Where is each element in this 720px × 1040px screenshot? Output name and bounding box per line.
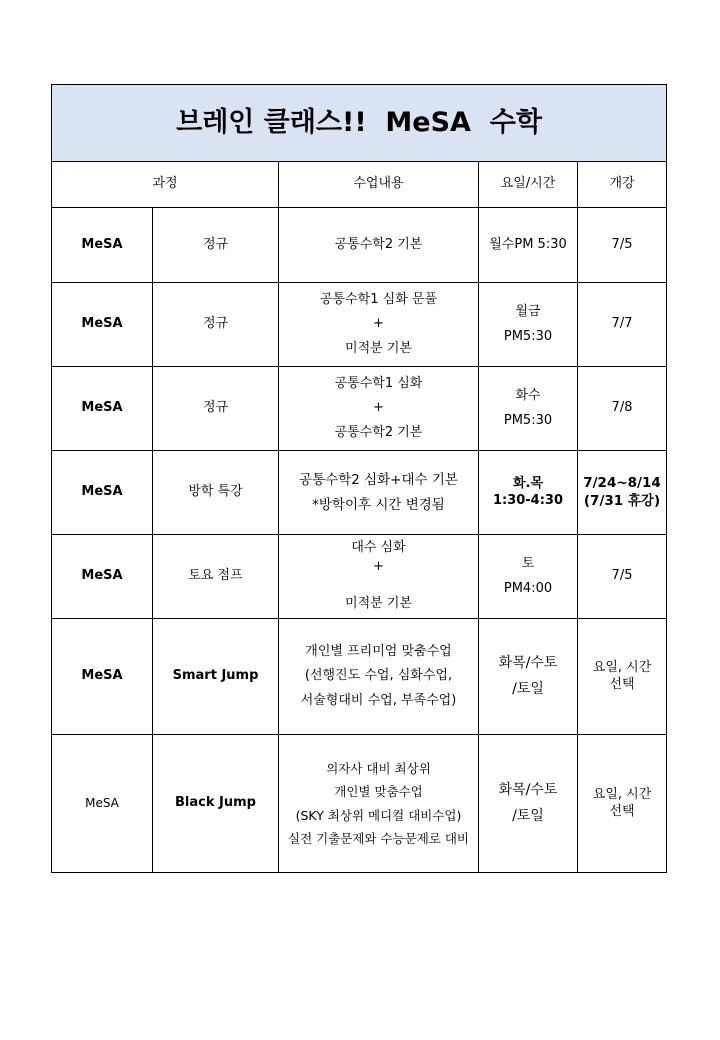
start-cell: 요일, 시간 선택 bbox=[578, 619, 667, 735]
course-cell: 방학 특강 bbox=[153, 451, 279, 535]
schedule-cell: 월수PM 5:30 bbox=[479, 208, 578, 283]
schedule-cell: 화.목 1:30-4:30 bbox=[479, 451, 578, 535]
brand-cell: MeSA bbox=[52, 283, 153, 367]
brand-cell: MeSA bbox=[52, 619, 153, 735]
brand-cell: MeSA bbox=[52, 367, 153, 451]
content-cell: 공통수학2 심화+대수 기본 *방학이후 시간 변경됨 bbox=[279, 451, 479, 535]
brand-cell: MeSA bbox=[52, 451, 153, 535]
table-row bbox=[52, 451, 667, 535]
start-cell: 요일, 시간 선택 bbox=[578, 735, 667, 873]
course-cell: 정규 bbox=[153, 367, 279, 451]
course-cell: 토요 점프 bbox=[153, 535, 279, 619]
brand-cell: MeSA bbox=[52, 208, 153, 283]
table-row bbox=[52, 367, 667, 451]
table-row bbox=[52, 735, 667, 873]
header-course: 과정 bbox=[52, 162, 279, 208]
schedule-cell: 화수 PM5:30 bbox=[479, 367, 578, 451]
schedule-cell: 화목/수토 /토일 bbox=[479, 619, 578, 735]
content-cell: 공통수학2 기본 bbox=[279, 208, 479, 283]
header-schedule: 요일/시간 bbox=[479, 162, 578, 208]
brand-cell: MeSA bbox=[52, 735, 153, 873]
schedule-cell: 화목/수토 /토일 bbox=[479, 735, 578, 873]
table-row bbox=[52, 283, 667, 367]
content-cell: 개인별 프리미엄 맞춤수업 (선행진도 수업, 심화수업, 서술형대비 수업, 부족수업) bbox=[279, 619, 479, 735]
content-cell: 대수 심화 + 미적분 기본 bbox=[279, 535, 479, 619]
table-row bbox=[52, 208, 667, 283]
page-title: 브레인 클래스!! MeSA 수학 bbox=[52, 85, 667, 162]
start-cell: 7/5 bbox=[578, 208, 667, 283]
content-cell: 공통수학1 심화 + 공통수학2 기본 bbox=[279, 367, 479, 451]
start-cell: 7/7 bbox=[578, 283, 667, 367]
course-cell: Smart Jump bbox=[153, 619, 279, 735]
schedule-cell: 토 PM4:00 bbox=[479, 535, 578, 619]
header-content: 수업내용 bbox=[279, 162, 479, 208]
start-cell: 7/24~8/14 (7/31 휴강) bbox=[578, 451, 667, 535]
schedule-cell: 월금 PM5:30 bbox=[479, 283, 578, 367]
content-cell: 의자사 대비 최상위 개인별 맞춤수업 (SKY 최상위 메디컬 대비수업) 실전 기출문제와 수능문제로 대비 bbox=[279, 735, 479, 873]
brand-cell: MeSA bbox=[52, 535, 153, 619]
course-cell: 정규 bbox=[153, 208, 279, 283]
content-cell: 공통수학1 심화 문풀 + 미적분 기본 bbox=[279, 283, 479, 367]
schedule-table bbox=[51, 84, 667, 873]
table-row bbox=[52, 535, 667, 619]
start-cell: 7/5 bbox=[578, 535, 667, 619]
start-cell: 7/8 bbox=[578, 367, 667, 451]
course-cell: Black Jump bbox=[153, 735, 279, 873]
header-start: 개강 bbox=[578, 162, 667, 208]
course-cell: 정규 bbox=[153, 283, 279, 367]
table-row bbox=[52, 619, 667, 735]
